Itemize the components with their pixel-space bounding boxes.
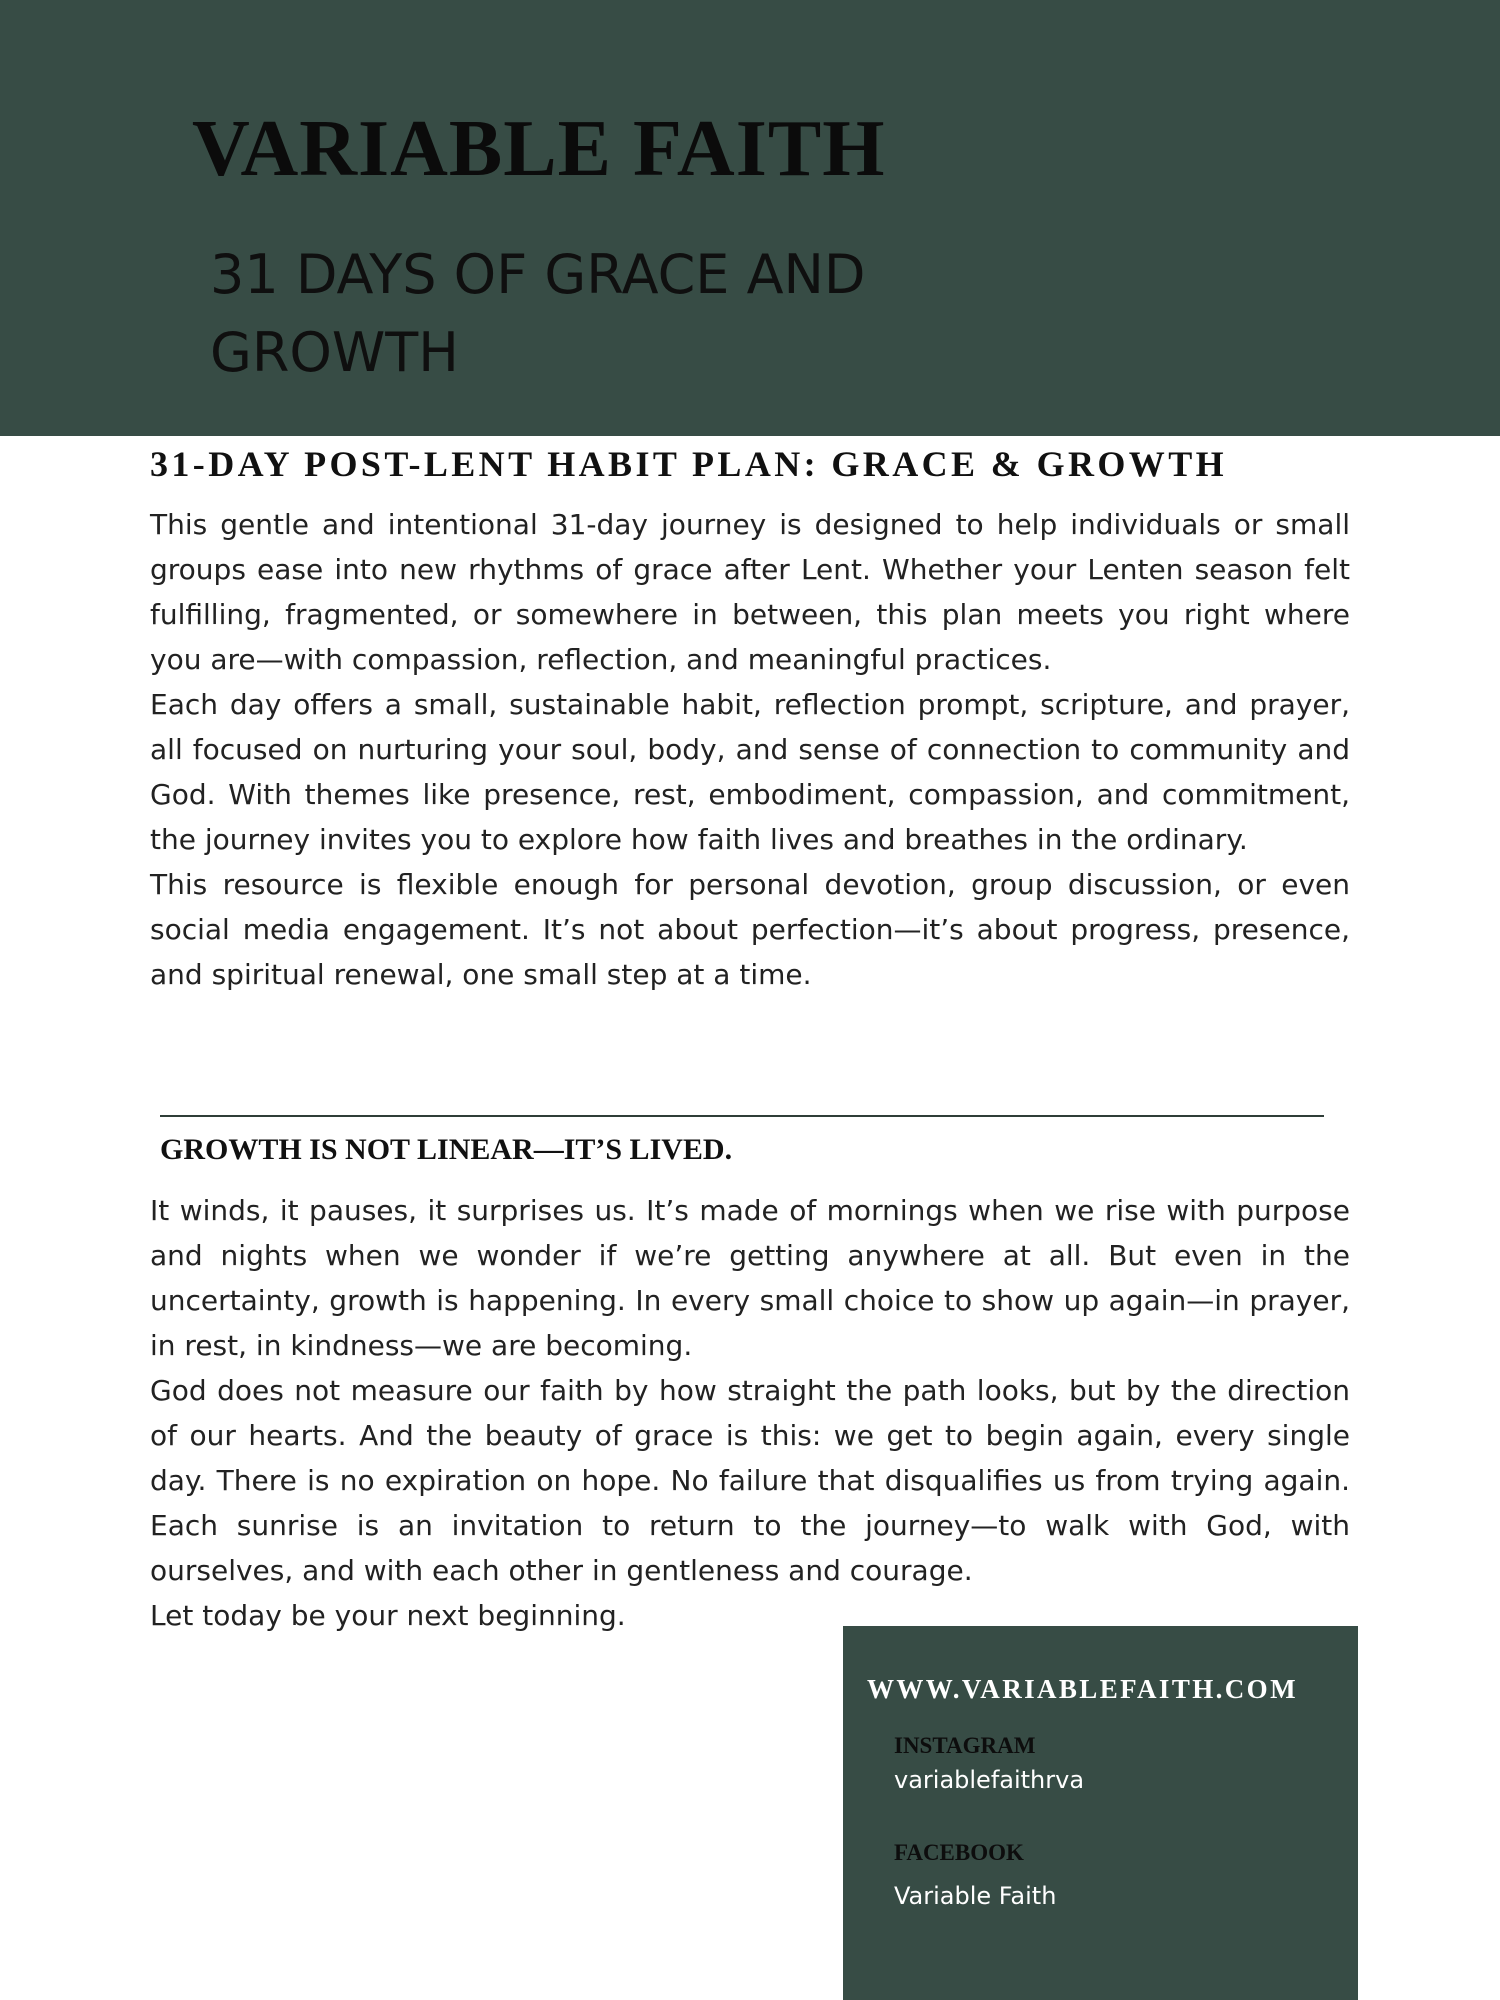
facebook-name-link[interactable]: Variable Faith bbox=[894, 1882, 1057, 1910]
section-divider bbox=[160, 1115, 1324, 1117]
header-banner bbox=[0, 0, 1500, 436]
growth-subheading: GROWTH IS NOT LINEAR—IT’S LIVED. bbox=[160, 1133, 733, 1166]
intro-paragraph: Each day offers a small, sustainable habit, reflection prompt, scripture, and prayer, all focused on nurturing your soul, body, and sense of connection to community and God. With themes like presence, rest, embodiment, compassion, and commitment, the journey invites you to explore how faith lives and breathes in the ordinary. bbox=[150, 688, 1350, 856]
page-subtitle: 31 DAYS OF GRACE AND GROWTH bbox=[210, 243, 866, 384]
plan-heading: 31-DAY POST-LENT HABIT PLAN: GRACE & GROWTH bbox=[150, 444, 1228, 484]
reflection-paragraph: It winds, it pauses, it surprises us. It’s made of mornings when we rise with purpose and nights when we wonder if we’re getting anywhere at all. But even in the uncertainty, growth is happening. In every small choice to show up again—in prayer, in rest, in kindness—we are becoming. bbox=[150, 1194, 1350, 1362]
reflection-section bbox=[150, 1188, 1350, 1638]
brand-title: VARIABLE FAITH bbox=[192, 105, 886, 193]
contact-box bbox=[843, 1626, 1358, 2000]
instagram-handle-link[interactable]: variablefaithrva bbox=[894, 1766, 1085, 1794]
facebook-label: FACEBOOK bbox=[894, 1840, 1024, 1865]
reflection-paragraph: Let today be your next beginning. bbox=[150, 1599, 626, 1632]
website-link[interactable]: WWW.VARIABLEFAITH.COM bbox=[867, 1674, 1298, 1704]
instagram-label: INSTAGRAM bbox=[894, 1733, 1036, 1758]
intro-paragraph: This gentle and intentional 31-day journey is designed to help individuals or small groups ease into new rhythms of grace after Lent. Whether your Lenten season felt fulfilling, fragmented, or somewhere in between, this plan meets you right where you are—with compassion, reflection, and meaningful practices. bbox=[150, 508, 1350, 676]
reflection-paragraph: God does not measure our faith by how straight the path looks, but by the direction of our hearts. And the beauty of grace is this: we get to begin again, every single day. There is no expiration on hope. No failure that disqualifies us from trying again. Each sunrise is an invitation to return to the journey—to walk with God, with ourselves, and with each other in gentleness and courage. bbox=[150, 1374, 1350, 1587]
intro-section bbox=[150, 502, 1350, 997]
intro-paragraph: This resource is flexible enough for personal devotion, group discussion, or even social media engagement. It’s not about perfection—it’s about progress, presence, and spiritual renewal, one small step at a time. bbox=[150, 868, 1350, 991]
